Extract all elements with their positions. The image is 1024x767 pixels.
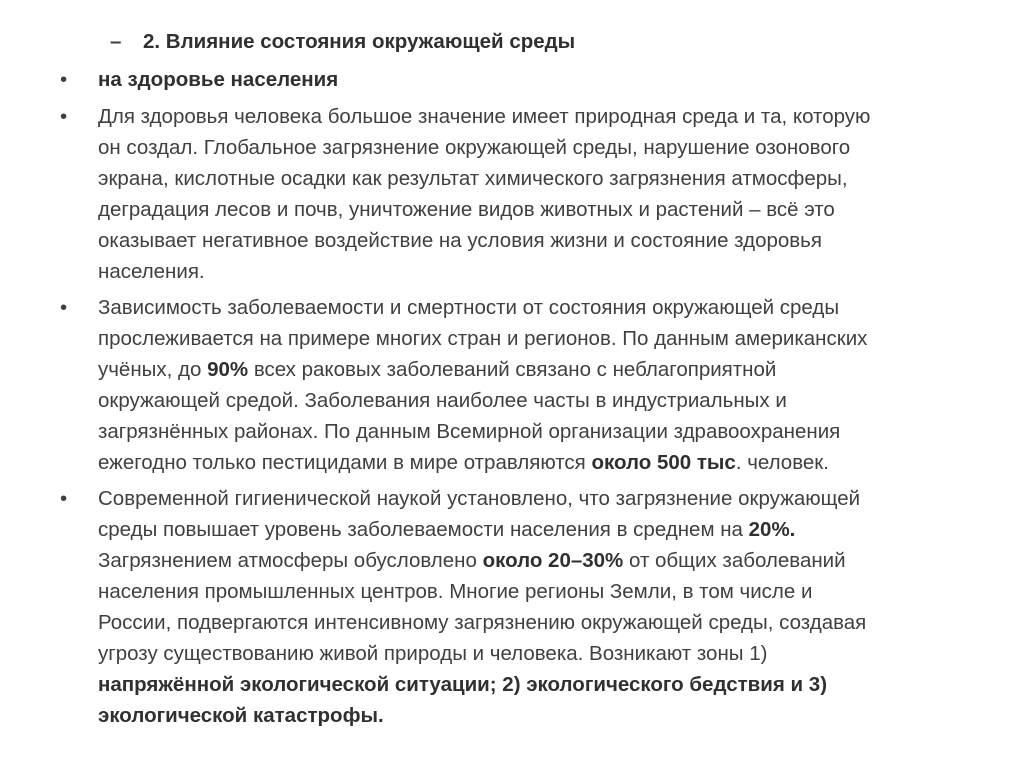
item-3-line-3: учёных, до 90% всех раковых заболеваний связано с неблагоприятной: [98, 358, 777, 381]
item-3-line-4: окружающей средой. Заболевания наиболее часты в индустриальных и: [98, 389, 787, 412]
item-4-line-6: угрозу существованию живой природы и человека. Возникают зоны 1): [98, 642, 768, 665]
item-4-line-1: Современной гигиенической наукой установлено, что загрязнение окружающей: [98, 487, 861, 510]
item-2-line-5: оказывает негативное воздействие на условия жизни и состояние здоровья: [98, 229, 822, 252]
bullet-2: •: [60, 105, 68, 128]
item-3-line-1: Зависимость заболеваемости и смертности от состояния окружающей среды: [98, 296, 840, 319]
heading-dash: –: [110, 30, 122, 53]
item-4-line-4: населения промышленных центров. Многие регионы Земли, в том числе и: [98, 580, 813, 603]
bullet-1: •: [60, 68, 68, 91]
heading-title: 2. Влияние состояния окружающей среды: [143, 30, 576, 53]
item-4-line-3: Загрязнением атмосферы обусловлено около 20–30% от общих заболеваний: [98, 549, 846, 572]
item-3-line-2: прослеживается на примере многих стран и регионов. По данным американских: [98, 327, 868, 350]
item-2-line-2: он создал. Глобальное загрязнение окружающей среды, нарушение озонового: [98, 136, 851, 159]
item-2-line-6: населения.: [98, 260, 205, 283]
bullet-4: •: [60, 487, 68, 510]
item-2-line-1: Для здоровья человека большое значение имеет природная среда и та, которую: [98, 105, 871, 128]
item-4-line-7: напряжённой экологической ситуации; 2) экологического бедствия и 3): [98, 673, 828, 696]
item-3-line-6: ежегодно только пестицидами в мире отравляются около 500 тыс. человек.: [98, 451, 829, 474]
item-1-line-1: на здоровье населения: [98, 68, 339, 91]
bullet-3: •: [60, 296, 68, 319]
item-4-line-2: среды повышает уровень заболеваемости населения в среднем на 20%.: [98, 518, 796, 541]
item-4-line-8: экологической катастрофы.: [98, 704, 384, 727]
item-2-line-3: экрана, кислотные осадки как результат химического загрязнения атмосферы,: [98, 167, 848, 190]
item-4-line-5: России, подвергаются интенсивному загрязнению окружающей среды, создавая: [98, 611, 867, 634]
item-2-line-4: деградация лесов и почв, уничтожение видов животных и растений – всё это: [98, 198, 835, 221]
item-3-line-5: загрязнённых районах. По данным Всемирной организации здравоохранения: [98, 420, 841, 443]
